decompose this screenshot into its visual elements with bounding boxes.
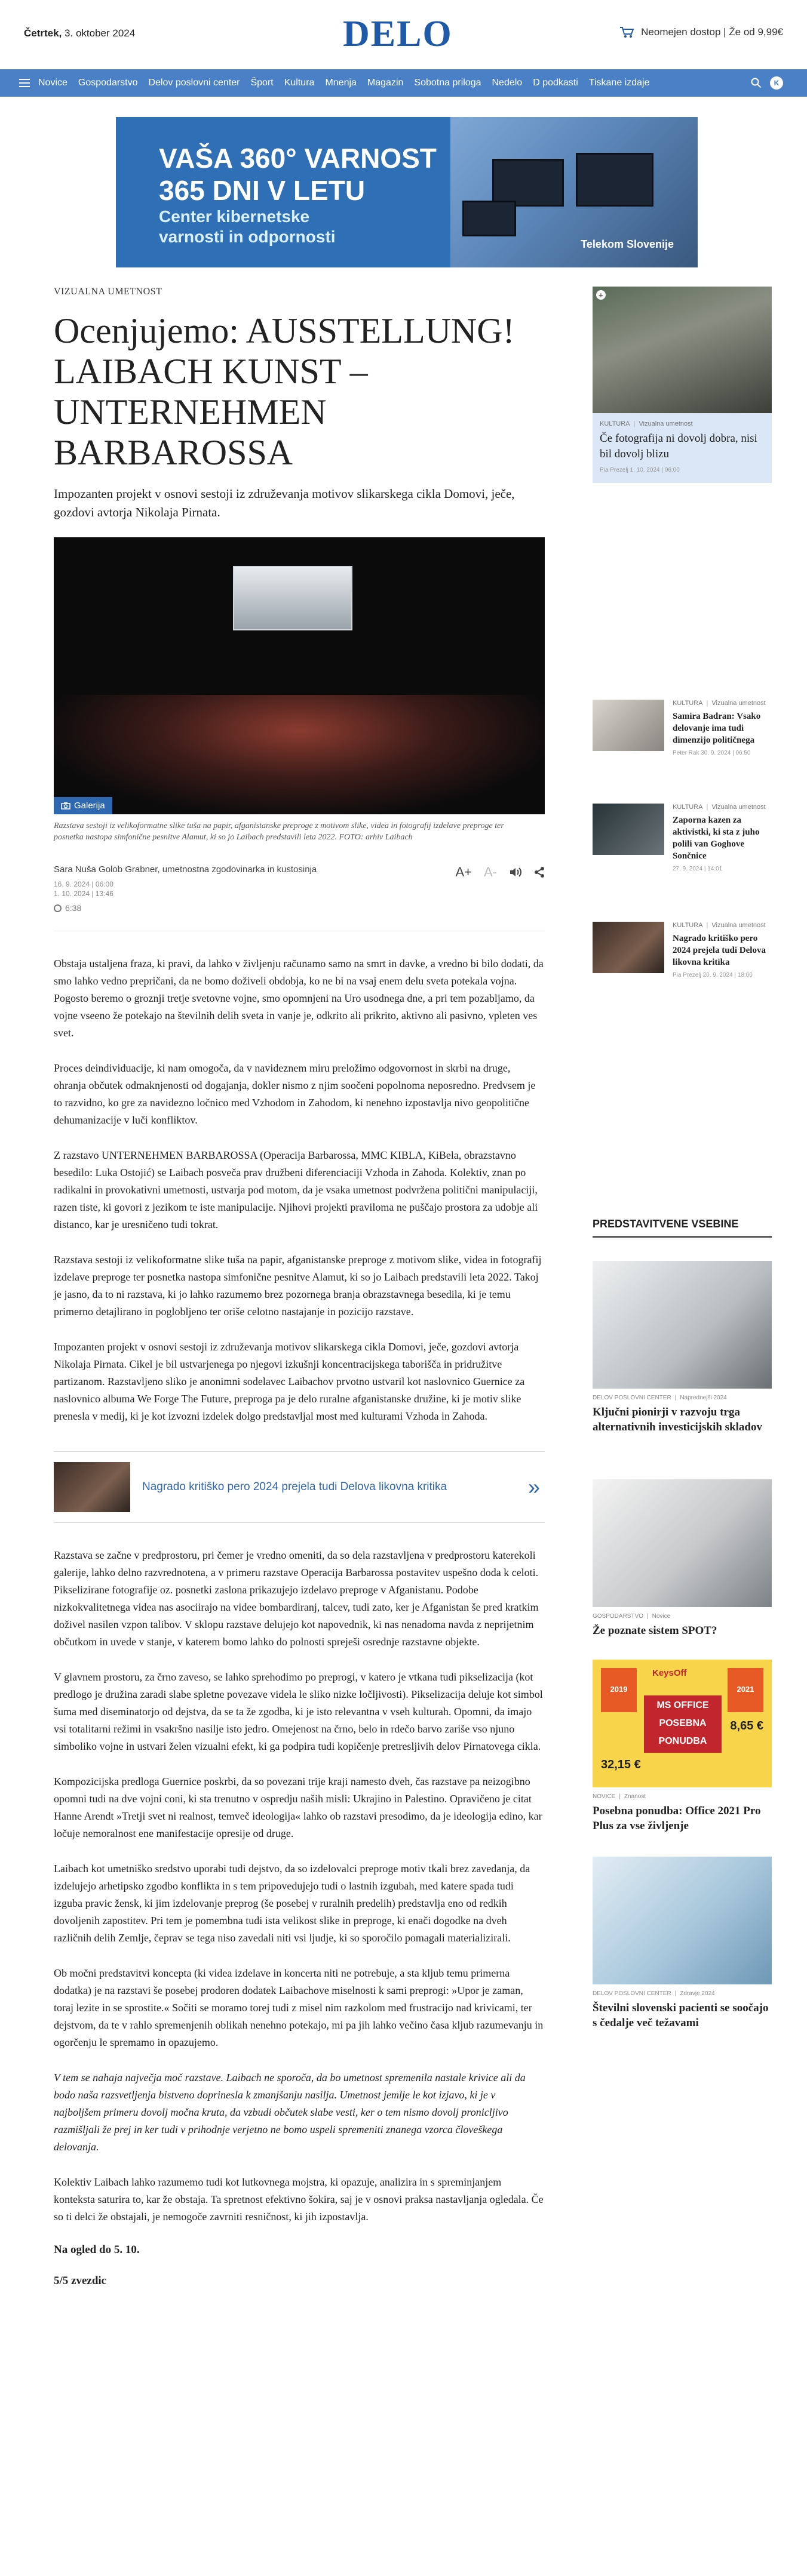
exhibit-carpet	[54, 695, 545, 814]
paragraph: Razstava se začne v predprostoru, pri čemer je vredno omeniti, da so dela razstavljena v predprostoru katerekoli galerije, lahko delno razvrednotena, a v primeru razstave Operacija Barbarossa postavitev uspešno doda k celoti. Pikselizirane fotografije oz. posnetki zaslona prikazujejo izdelavo preproge v Afganistanu. Podobe nizkokvalitetnega videa nas asociirajo na videe bombardiranj, talcev, tudi zato, ker je Afganistan še pred kratkim doživel nasilen vzpon talibov. V sklopu razstave delujejo kot napovednik, ki nas nenadoma navda z neprijetnim občutkom in uvede v stanje, v katerem bomo lahko do polnosti spreješi osrednje razstavne objekte.	[54, 1549, 539, 1648]
ad-subline: Center kibernetske varnosti in odpornosti	[159, 207, 336, 246]
office-box-2019: 2019	[601, 1668, 637, 1712]
mini-meta: Peter Rak 30. 9. 2024 | 06:50	[673, 750, 751, 756]
exhibit-cube	[233, 566, 352, 630]
promo-image	[593, 1479, 772, 1607]
mini-title: Zaporna kazen za aktivistki, ki sta z juho polili van Goghove Sončnice	[673, 815, 760, 861]
paragraph: Impozanten projekt v osnovi sestoji iz združevanja motivov slikarskega cikla Domovi, ječe, gozdovi avtorja Nikolaja Pirnata. Cikel je bil ustvarjenega po njegovi izkušnji koncentracijskega taborišča in pridružitve partizanom. Razstavljeno sliko je anonimni sodelavec Laibachov prvotno ustvaril kot naslovnico Guernice za naslovnico albuma We Forge The Future, preproga pa je delo ruralne afganistanske družine, ki je motiv slike prenesla v medij, ki je kot izvozni izdelek dolgo predstavljal most med kulturami Vzhoda in Zahoda.	[54, 1341, 525, 1422]
main-nav	[0, 69, 807, 97]
sidebar-mini-card[interactable]	[593, 922, 772, 1001]
current-date: Četrtek, 3. oktober 2024	[24, 27, 136, 39]
font-increase-icon[interactable]: A+	[455, 864, 472, 879]
article-lead: Impozanten projekt v osnovi sestoji iz združevanja motivov slikarskega cikla Domovi, ječe, gozdovi avtorja Nikolaja Pirnata.	[54, 487, 515, 519]
featured-meta: Pia Prezelj 1. 10. 2024 | 06:00	[600, 467, 680, 473]
article-title: Ocenjujemo: AUSSTELLUNG! LAIBACH KUNST – UNTERNEHMEN BARBAROSSA	[54, 311, 515, 472]
office-price: 32,15 €	[601, 1758, 641, 1771]
nav-item-podkasti[interactable]: D podkasti	[533, 78, 578, 88]
sidebar-mini-card[interactable]	[593, 700, 772, 778]
audio-icon[interactable]	[509, 866, 522, 878]
featured-image	[593, 287, 772, 413]
paragraph: Laibach kot umetniško sredstvo uporabi tudi dejstvo, da so izdelovalci preproge motiv tkali brez zavedanja, da izdelujejo arhetipsko zgodbo konflikta in s tem pripovedujejo tudi o lastnih izgubah, med katere spada tudi izguba pravic žensk, ki jim izdelovanje preprog (še posebej v ruralnih predelih) predstavlja eno od redkih dovoljenih zapostitev. Pri tem je pomembna tudi ista velikost slike in preproge, ki enači dogodke na dveh različnih delih Zemlje, čeprav se tega niso zavedali niti vsi ljudje, ki so sporočilo pomagali materializirali.	[54, 1863, 530, 1944]
top-bar	[0, 0, 807, 69]
plus-icon: +	[596, 290, 606, 300]
nav-item-gospodarstvo[interactable]: Gospodarstvo	[78, 78, 138, 88]
featured-title: Če fotografija ni dovolj dobra, nisi bil dovolj blizu	[600, 432, 757, 460]
office-ad-panel: MS OFFICE POSEBNA PONUDBA	[644, 1695, 722, 1753]
promo-title: Ključni pionirji v razvoju trga alternativnih investicijskih skladov	[593, 1406, 762, 1433]
promo-image	[593, 1660, 772, 1787]
mini-category: KULTURA | Vizualna umetnost	[673, 804, 766, 811]
paragraph: Ob močni predstavitvi koncepta (ki videa izdelave in koncerta niti ne potrebuje, a sta kljub temu primerna dodatka) je na razstavi še posebej prodoren dodatek Laibachove miselnosti k sami preprogi: »Upor je zaman, toraj lezite in se sprostite.« Sočiti se moramo torej tudi z misel nim razkolom med frustracijo nad krivicami, ter dejstvom, da te v rahlo spremenjenih oblikah nenehno potekajo, mi pa jih lahko večino časa kljub razumevanju in ogorčenju le spremamo in opazujemo.	[54, 1967, 544, 2048]
delo-logo[interactable]: DELO	[343, 14, 453, 54]
mini-thumbnail	[593, 700, 664, 751]
font-decrease-icon[interactable]: A-	[484, 864, 497, 879]
subscription-text: Neomejen dostop | Že od 9,99€	[641, 26, 783, 38]
article-kicker[interactable]: VIZUALNA UMETNOST	[54, 287, 162, 297]
mini-thumbnail	[593, 804, 664, 855]
paragraph: Proces deindividuacije, ki nam omogoča, da v navideznem miru preložimo odgovornost in skrbi na druge, ohranja občutek odmaknjenosti od dogajanja, dokler nismo z njim soočeni popolnoma neposredno. Predvsem je to razvidno, ko gre za navidezno ločnico med Vzhodom in Zahodom, ki nenehno izpostavlja nivo geopolitične dehumanizacije v luči konfliktov.	[54, 1062, 536, 1126]
promo-category: DELOV POSLOVNI CENTER | Naprednejši 2024	[593, 1395, 727, 1401]
camera-icon	[61, 802, 70, 810]
mini-meta: 27. 9. 2024 | 14:01	[673, 866, 723, 872]
nav-item-kultura[interactable]: Kultura	[284, 78, 315, 88]
search-icon[interactable]	[751, 78, 762, 88]
share-icon[interactable]	[534, 866, 545, 878]
promo-title: Posebna ponudba: Office 2021 Pro Plus za vse življenje	[593, 1805, 761, 1832]
ad-headline: VAŠA 360° VARNOST 365 DNI V LETU	[159, 143, 437, 206]
office-price-2: 8,65 €	[730, 1719, 763, 1732]
paragraph: Obstaja ustaljena fraza, ki pravi, da lahko v življenju računamo samo na smrt in davke, a vredno bi bilo dodati, da smo lahko vedno prepričani, da ne bomo doživeli obdobja, ko ne bi na vsaj enem delu sveta potekala vojna. Pogosto beremo o groznji tretje svetovne vojne, smo opomnjeni na Uro usodnega dne, a pri tem pozabljamo, da vojne vseeno že potekajo na številnih delih sveta in vanje je, odkrito ali prikrito, aktivno ali pasivno, vpleten ves svet.	[54, 958, 544, 1039]
nav-item-poslovni-center[interactable]: Delov poslovni center	[148, 78, 240, 88]
ad-brand: Telekom Slovenije	[581, 238, 674, 250]
related-article-link[interactable]	[54, 1451, 545, 1523]
nav-item-nedelo[interactable]: Nedelo	[492, 78, 523, 88]
nav-item-novice[interactable]: Novice	[38, 78, 67, 88]
subscription-link[interactable]	[619, 26, 783, 38]
gallery-label: Galerija	[74, 801, 105, 811]
paragraph: Razstava sestoji iz velikoformatne slike tuša na papir, afganistanske preproge z motivom slike, videa in fotografij izdelave preproge ter posnetka nastopa simfonične pesnitve Alamut, ki so jo Laibach predstavili leta 2022. Takoj je jasno, da to ni razstava, ki jo lahko razumemo brez pozornega branja obrazstavnega besedila, ki je temu primerno detajlirano in poglobljeno ter oriše celotno nastajanje in pozicijo razstave.	[54, 1254, 542, 1318]
user-avatar[interactable]: K	[770, 76, 783, 90]
sidebar-mini-card[interactable]	[593, 804, 772, 882]
promo-category: GOSPODARSTVO | Novice	[593, 1613, 671, 1620]
menu-icon[interactable]	[19, 79, 30, 87]
mini-meta: Pia Prezelj 20. 9. 2024 | 18:00	[673, 972, 753, 978]
exhibition-dates: Na ogled do 5. 10.	[54, 2243, 140, 2256]
nav-item-magazin[interactable]: Magazin	[367, 78, 404, 88]
featured-category: KULTURA | Vizualna umetnost	[600, 420, 693, 427]
nav-item-sobotna-priloga[interactable]: Sobotna priloga	[414, 78, 481, 88]
publish-dates: 16. 9. 2024 | 06:00 1. 10. 2024 | 13:46	[54, 880, 113, 898]
cart-icon	[619, 26, 634, 38]
nav-item-sport[interactable]: Šport	[250, 78, 274, 88]
related-title: Nagrado kritiško pero 2024 prejela tudi Delova likovna kritika	[142, 1481, 447, 1493]
reading-time: 6:38	[54, 903, 545, 913]
paragraph: V glavnem prostoru, za črno zaveso, se lahko sprehodimo po preprogi, v katero je vtkana tudi pikselizacija (kot predlogo je družina zaradi slabe spletne povezave videla le sliko nizke ločljivosti). Pikselizacija deluje kot simbol šuma med diseminatorjo od dejstva, da se ta že zgodba, ki je isto relevantna v vseh kulturah. Opomni, da imajo vsi totalitarni režimi in vsakršno nasilje isto jedro. Omejenost na črno, belo in rdečo barvo zariše vso njuno simboliko vojne in ustvari želen vizualni efekt, ki ga podpira tudi kopičenje pretresljivih delov Pirnatovega cikla.	[54, 1671, 543, 1752]
hero-image[interactable]	[54, 537, 545, 814]
article	[54, 287, 545, 2306]
author-name[interactable]: Sara Nuša Golob Grabner, umetnostna zgodovinarka in kustosinja	[54, 864, 317, 875]
double-chevron-right-icon: »	[527, 1475, 540, 1499]
sidebar-featured-card[interactable]	[593, 287, 772, 483]
promo-card[interactable]	[593, 1660, 772, 1833]
office-ad-logo: KeysOff	[652, 1668, 687, 1678]
image-caption: Razstava sestoji iz velikoformatne slike tuša na papir, afganistanske preproge z motivom slike, videa in fotografij izdelave preproge ter posnetka nastopa simfonične pesnitve Alamut, ki so jo Laibach predstavili leta 2022. FOTO: arhiv Laibach	[54, 821, 504, 842]
promo-title: Številni slovenski pacienti se soočajo s čedalje več težavami	[593, 2002, 769, 2029]
mini-thumbnail	[593, 922, 664, 973]
promo-card[interactable]	[593, 1261, 772, 1435]
article-tools	[455, 864, 545, 880]
gallery-button[interactable]	[54, 797, 112, 814]
promo-category: NOVICE | Znanost	[593, 1793, 646, 1800]
quote-paragraph: V tem se nahaja največja moč razstave. Laibach ne sporoča, da bo umetnost spremenila nastale krivice ali da bodo naša razsvetljenja bistveno doprinesla k zmanjšanju nasilja. Umetnost jemlje le kot izjavo, ki je v najboljšem primeru dovolj močna kruta, da vzbudi občutek slabe vesti, ker o tem nismo dovolj pronicljivo razmišljali že prej in ker tudi v prihodnje verjetno ne bomo uspeli spremeniti znanega vzorca človeškega delovanja.	[54, 2072, 526, 2153]
promo-image	[593, 1261, 772, 1389]
ad-banner[interactable]	[116, 117, 698, 267]
article-body	[54, 955, 545, 2288]
clock-icon	[54, 904, 62, 912]
nav-item-tiskane-izdaje[interactable]: Tiskane izdaje	[588, 78, 650, 88]
rating: 5/5 zvezdic	[54, 2275, 107, 2287]
nav-item-mnenja[interactable]: Mnenja	[325, 78, 357, 88]
mini-title: Samira Badran: Vsako delovanje ima tudi dimenzijo političnega	[673, 712, 761, 745]
promo-category: DELOV POSLOVNI CENTER | Zdravje 2024	[593, 1990, 715, 1997]
mini-category: KULTURA | Vizualna umetnost	[673, 922, 766, 929]
sponsored-section-title: PREDSTAVITVENE VSEBINE	[593, 1218, 772, 1238]
paragraph: Z razstavo UNTERNEHMEN BARBAROSSA (Operacija Barbarossa, MMC KIBLA, KiBela, obrazstavno besedilo: Luka Ostojić) se Laibach posveča prav družbeni diferenciaciji Vzhoda in Zahoda. Kolektiv, znan po radikalni in provokativni umetnosti, ustvarja pod motom, da je vsaka umetnost podvržena politični manipulaciji, razen tiste, ki govori z jezikom te iste manipulacije. Njihovi projekti praviloma ne puščajo prostora za udobje ali distanco, kar je uresničeno tudi tokrat.	[54, 1149, 538, 1230]
promo-title: Že poznate sistem SPOT?	[593, 1624, 717, 1637]
article-meta	[54, 864, 545, 931]
promo-card[interactable]	[593, 1857, 772, 2030]
paragraph: Kolektiv Laibach lahko razumemo tudi kot lutkovnega mojstra, ki opazuje, analizira in s spreminjanjem konteksta saturira to, kar že obstaja. Ta spretnost efektivno šokira, saj je v osnovi praksa nastavljanja ogledala. Če so ti delci že obstajali, je nemogoče zavrniti resničnost, ki jih izpostavlja.	[54, 2176, 544, 2223]
promo-image	[593, 1857, 772, 1984]
mini-category: KULTURA | Vizualna umetnost	[673, 700, 766, 707]
promo-card[interactable]	[593, 1479, 772, 1638]
paragraph: Kompozicijska predloga Guernice poskrbi, da so povezani trije kraji namesto dveh, čas razstave pa neizogibno opomni tudi na dve vojni coni, ki sta trenutno v ospredju naših misli: Ukrajino in Palestino. Opravičeno je citat Hanne Arendt »Tretji svet ni realnost, temveč ideologija« lahko ob razstavi presodimo, da je ideologija edino, kar ločuje nemoralnost ene manifestacije opresije od druge.	[54, 1775, 542, 1839]
office-box-2021: 2021	[728, 1668, 763, 1712]
mini-title: Nagrado kritiško pero 2024 prejela tudi Delova likovna kritika	[673, 934, 766, 967]
related-thumbnail	[54, 1462, 130, 1512]
